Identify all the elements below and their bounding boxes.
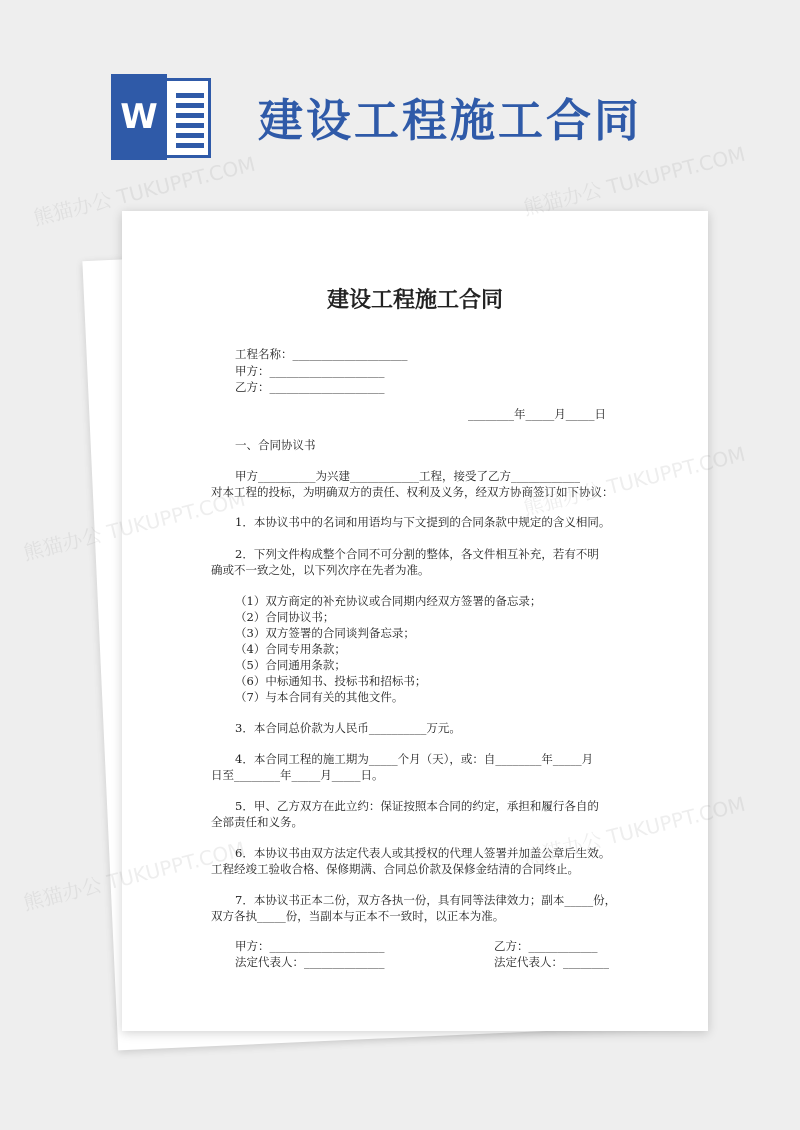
- clause-3: 3．本合同总价款为人民币__________万元。: [235, 721, 461, 735]
- banner-title: 建设工程施工合同: [258, 94, 643, 147]
- list-item: （1）双方商定的补充协议或合同期内经双方签署的备忘录；: [235, 594, 542, 608]
- list-item: （4）合同专用条款；: [235, 642, 346, 656]
- date-line: ________年_____月_____日: [468, 407, 606, 421]
- watermark-text: 熊猫办公: [20, 522, 105, 566]
- sign-party-b: 乙方：____________: [494, 939, 598, 953]
- watermark-text: 熊猫办公 TUKUPPT.COM: [520, 141, 748, 221]
- field-party-a: 甲方：____________________: [235, 364, 385, 378]
- document-page: [122, 211, 708, 1031]
- list-item: （6）中标通知书、投标书和招标书；: [235, 674, 427, 688]
- field-party-b: 乙方：____________________: [235, 380, 385, 394]
- intro-line-2: 对本工程的投标，为明确双方的责任、权利及义务，经双方协商签订如下协议：: [211, 485, 614, 499]
- word-cover-shape: [111, 74, 167, 160]
- word-logo-icon: [111, 74, 213, 160]
- sign-party-a-rep: 法定代表人：______________: [235, 955, 385, 969]
- clause-7-line-2: 双方各执_____份，当副本与正本不一致时，以正本为准。: [211, 909, 505, 923]
- document-title: 建设工程施工合同: [326, 288, 503, 313]
- clause-6-line-2: 工程经竣工验收合格、保修期满、合同总价款及保修金结清的合同终止。: [211, 862, 579, 876]
- clause-4-line-1: 4．本合同工程的施工期为_____个月（天），或：自________年_____月: [235, 752, 594, 766]
- clause-7-line-1: 7．本协议书正本二份，双方各执一份，具有同等法律效力；副本_____份，: [235, 893, 617, 907]
- sign-party-a: 甲方：____________________: [235, 939, 385, 953]
- clause-5-line-1: 5．甲、乙方双方在此立约：保证按照本合同的约定，承担和履行各自的: [235, 799, 599, 813]
- intro-line-1: 甲方__________为兴建____________工程，接受了乙方____________: [235, 469, 580, 483]
- list-item: （7）与本合同有关的其他文件。: [235, 690, 404, 704]
- clause-4-line-2: 日至________年_____月_____日。: [211, 768, 384, 782]
- clause-6-line-1: 6．本协议书由双方法定代表人或其授权的代理人签署并加盖公章后生效。: [235, 846, 611, 860]
- list-item: （5）合同通用条款；: [235, 658, 346, 672]
- watermark-text: 熊猫办公 TUKUPPT.COM: [30, 151, 258, 231]
- clause-2-line-1: 2．下列文件构成整个合同不可分割的整体，各文件相互补充，若有不明: [235, 547, 599, 561]
- watermark-text: 熊猫办公: [20, 872, 105, 916]
- clause-1: 1．本协议书中的名词和用语均与下文提到的合同条款中规定的含义相同。: [235, 515, 611, 529]
- list-item: （3）双方签署的合同谈判备忘录；: [235, 626, 415, 640]
- clause-5-line-2: 全部责任和义务。: [211, 815, 303, 829]
- sign-party-b-rep: 法定代表人：________: [494, 955, 609, 969]
- list-item: （2）合同协议书；: [235, 610, 335, 624]
- clause-2-line-2: 确或不一致之处，以下列次序在先者为准。: [211, 563, 430, 577]
- field-project-name: 工程名称：____________________: [235, 347, 408, 361]
- word-logo-letter: W: [120, 97, 158, 137]
- section-heading: 一、合同协议书: [235, 438, 316, 452]
